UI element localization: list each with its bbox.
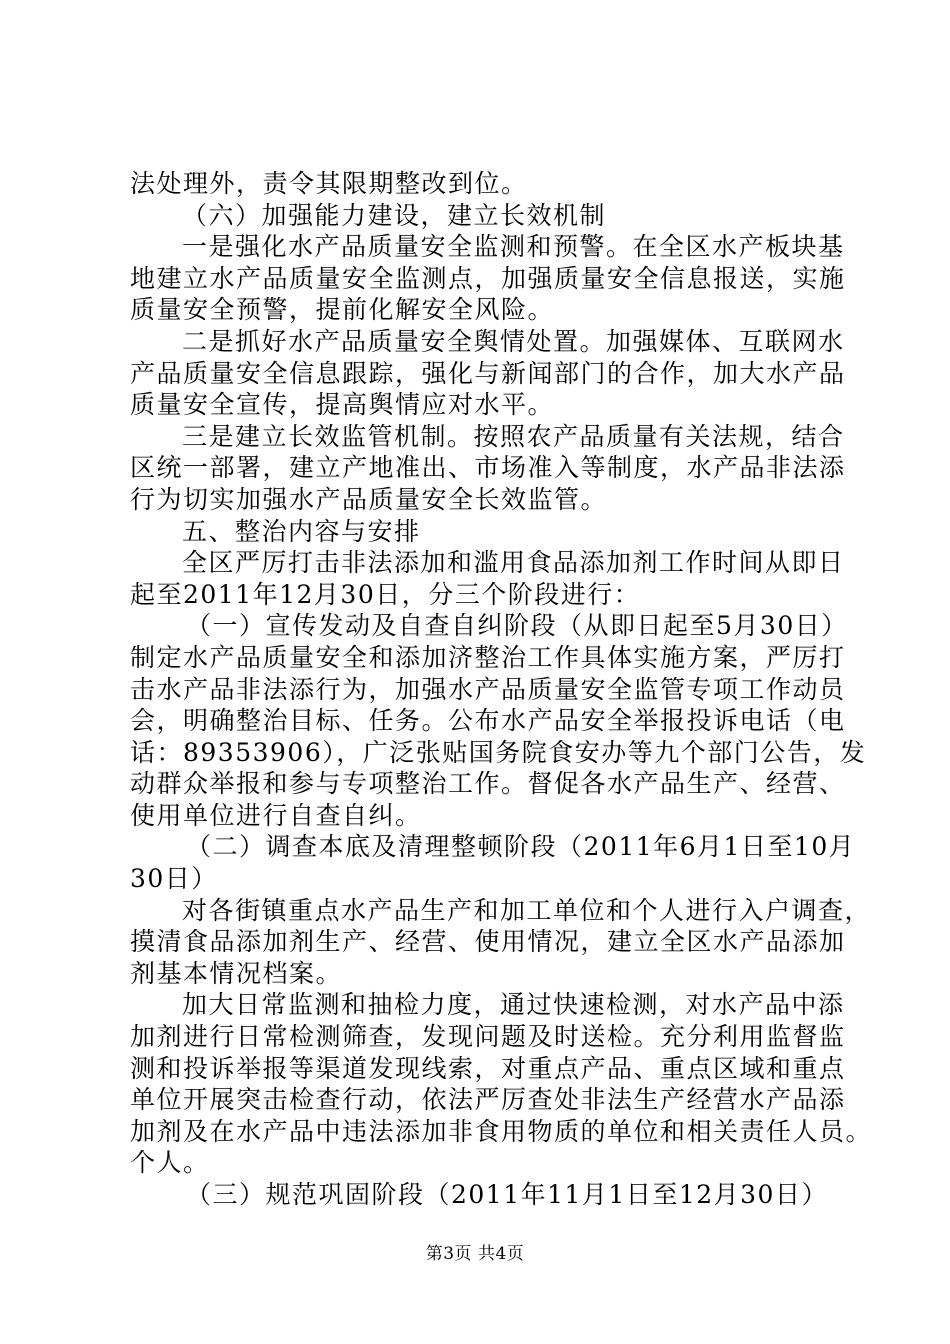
text-line: 地建立水产品质量安全监测点，加强质量安全信息报送，实施 xyxy=(130,263,846,293)
text-line: （三）规范巩固阶段（2011年11月1日至12月30日） xyxy=(186,1180,828,1209)
text-line: 使用单位进行自查自纠。 xyxy=(130,800,422,830)
text-line: （六）加强能力建设，建立长效机制 xyxy=(182,200,607,230)
text-line: 起至2011年12月30日，分三个阶段进行： xyxy=(130,579,641,609)
text-line: 二是抓好水产品质量安全舆情处置。加强媒体、互联网水 xyxy=(182,326,845,356)
document-body xyxy=(130,168,873,1211)
text-line: 一是强化水产品质量安全监测和预警。在全区水产板块基 xyxy=(182,232,845,262)
text-line: 加剂进行日常检测筛查，发现问题及时送检。充分利用监督监 xyxy=(130,1022,846,1052)
text-line: 击水产品非法添行为，加强水产品质量安全监管专项工作动员 xyxy=(130,674,846,704)
text-line: 话：89353906），广泛张贴国务院食安办等九个部门公告，发 xyxy=(130,737,867,767)
text-line: 测和投诉举报等渠道发现线索，对重点产品、重点区域和重点 xyxy=(130,1053,846,1083)
text-line: 法处理外，责令其限期整改到位。 xyxy=(130,169,528,198)
text-line: （一）宣传发动及自查自纠阶段（从即日起至5月30日） xyxy=(186,611,848,641)
text-line: 三是建立长效监管机制。按照农产品质量有关法规，结合 xyxy=(182,421,845,451)
text-line: 全区严厉打击非法添加和滥用食品添加剂工作时间从即日 xyxy=(182,548,845,578)
text-line: 个人。 xyxy=(130,1148,210,1178)
text-line: 30日） xyxy=(130,864,218,894)
page-footer: 第3页 共4页 xyxy=(425,1244,525,1264)
text-line: 摸清食品添加剂生产、经营、使用情况，建立全区水产品添加 xyxy=(130,927,846,957)
text-line: 质量安全预警，提前化解安全风险。 xyxy=(130,295,555,325)
text-line: 剂基本情况档案。 xyxy=(130,958,343,988)
text-line: （二）调查本底及清理整顿阶段（2011年6月1日至10月 xyxy=(186,832,856,862)
text-line: 产品质量安全信息跟踪，强化与新闻部门的合作，加大水产品 xyxy=(130,358,846,388)
text-line: 加大日常监测和抽检力度，通过快速检测，对水产品中添 xyxy=(182,990,845,1020)
text-line: 制定水产品质量安全和添加济整治工作具体实施方案，严厉打 xyxy=(130,642,846,672)
text-line: 对各街镇重点水产品生产和加工单位和个人进行入户调查， xyxy=(182,895,872,925)
text-line: 质量安全宣传，提高舆情应对水平。 xyxy=(130,390,555,420)
text-line: 五、整治内容与安排 xyxy=(182,516,421,546)
text-line: 区统一部署，建立产地准出、市场准入等制度，水产品非法添 xyxy=(130,453,846,483)
text-line: 动群众举报和参与专项整治工作。督促各水产品生产、经营、 xyxy=(130,769,846,799)
text-line: 行为切实加强水产品质量安全长效监管。 xyxy=(130,484,608,514)
text-line: 会，明确整治目标、任务。公布水产品安全举报投诉电话（电 xyxy=(130,706,846,736)
text-line: 加剂及在水产品中违法添加非食用物质的单位和相关责任人员。 xyxy=(130,1116,873,1146)
text-line: 单位开展突击检查行动，依法严厉查处非法生产经营水产品添 xyxy=(130,1085,846,1115)
